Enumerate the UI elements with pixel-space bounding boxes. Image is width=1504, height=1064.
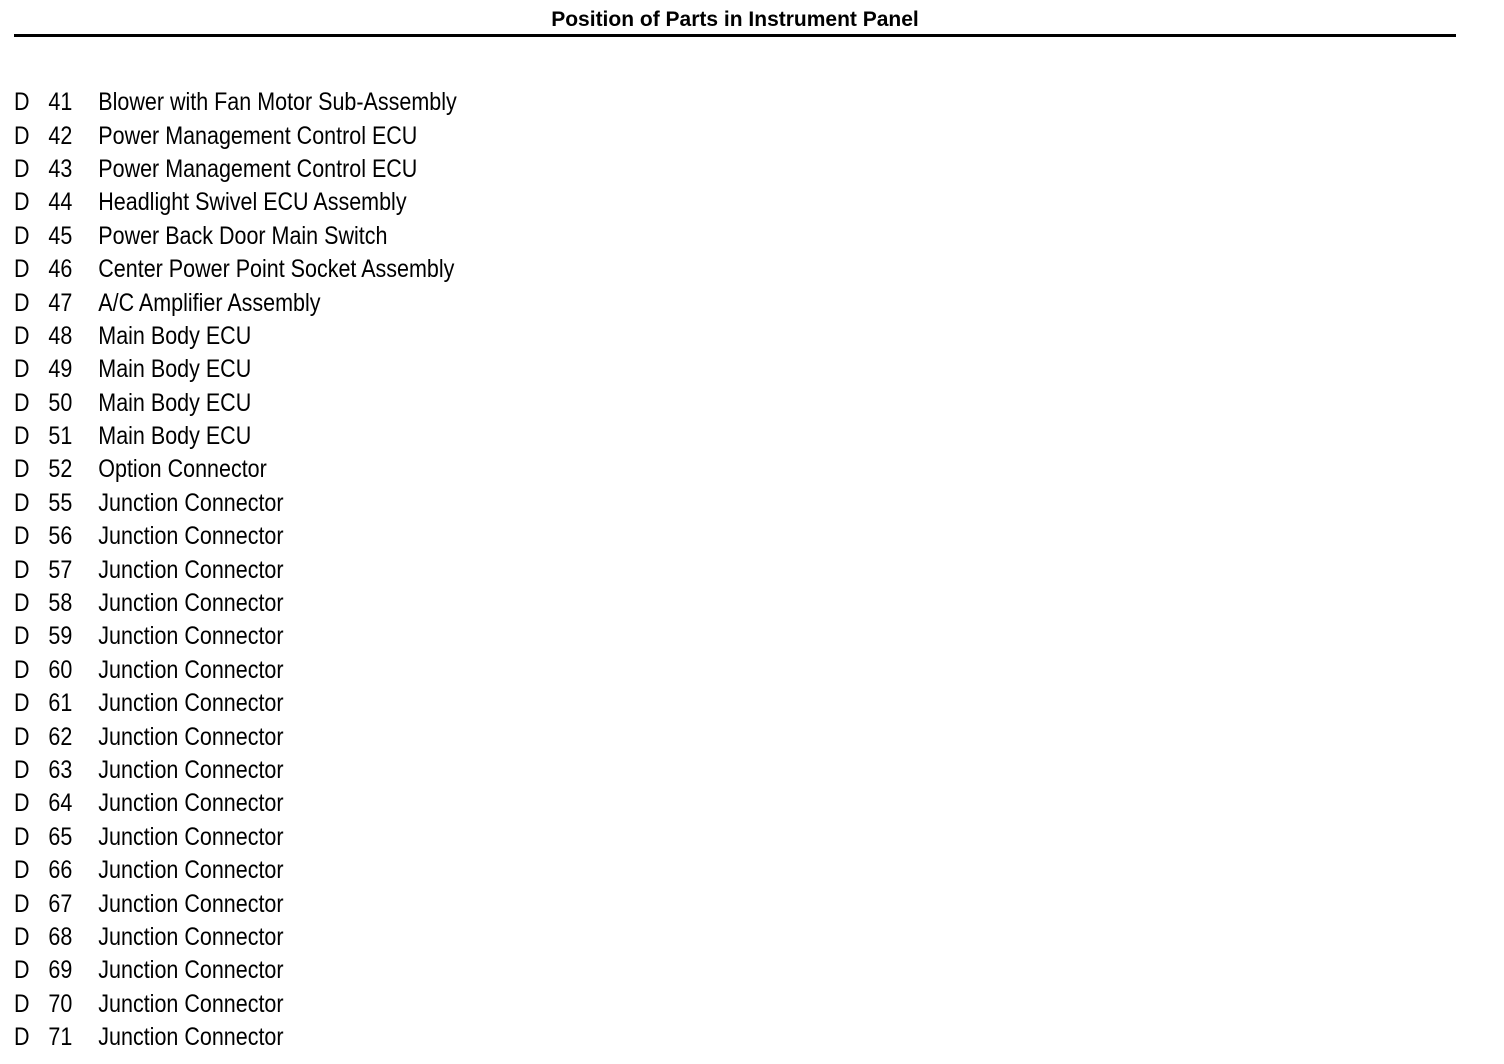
part-row	[14, 787, 702, 820]
part-prefix: D	[14, 488, 30, 517]
part-prefix: D	[14, 856, 30, 885]
part-prefix: D	[14, 522, 30, 551]
part-name: Center Power Point Socket Assembly	[98, 255, 455, 284]
part-number: 61	[48, 689, 73, 718]
part-name: Main Body ECU	[98, 355, 252, 384]
part-row	[14, 1021, 702, 1054]
part-row	[14, 687, 702, 720]
part-prefix: D	[14, 221, 30, 250]
part-name: Junction Connector	[98, 522, 284, 551]
part-row	[14, 654, 702, 687]
part-prefix: D	[14, 388, 30, 417]
part-prefix: D	[14, 956, 30, 985]
part-row	[14, 620, 702, 653]
part-row	[14, 921, 702, 954]
part-name: Junction Connector	[98, 956, 284, 985]
part-name: Option Connector	[98, 455, 267, 484]
part-name: Junction Connector	[98, 622, 284, 651]
part-prefix: D	[14, 689, 30, 718]
part-name: Main Body ECU	[98, 388, 252, 417]
part-row	[14, 453, 702, 486]
part-prefix: D	[14, 655, 30, 684]
part-name: Junction Connector	[98, 756, 284, 784]
part-name: Main Body ECU	[98, 321, 252, 350]
part-number: 69	[48, 956, 73, 985]
part-prefix: D	[14, 989, 30, 1018]
part-prefix: D	[14, 121, 30, 150]
part-name: Junction Connector	[98, 856, 284, 885]
part-number: 56	[48, 522, 73, 551]
part-prefix: D	[14, 889, 30, 918]
part-number: 63	[48, 756, 73, 784]
part-prefix: D	[14, 321, 30, 350]
part-row	[14, 988, 702, 1021]
part-number: 42	[48, 121, 73, 150]
part-row	[14, 320, 702, 353]
part-number: 47	[48, 288, 73, 317]
part-name: Junction Connector	[98, 822, 284, 851]
part-number: 65	[48, 822, 73, 851]
part-number: 46	[48, 255, 73, 284]
part-number: 52	[48, 455, 73, 484]
part-row	[14, 520, 702, 553]
part-row	[14, 887, 702, 920]
part-number: 44	[48, 188, 73, 217]
part-number: 70	[48, 989, 73, 1018]
part-number: 68	[48, 922, 73, 951]
part-name: Junction Connector	[98, 689, 284, 718]
part-prefix: D	[14, 822, 30, 851]
part-number: 49	[48, 355, 73, 384]
page-title: Position of Parts in Instrument Panel	[551, 8, 919, 31]
part-name: Junction Connector	[98, 488, 284, 517]
part-row	[14, 220, 702, 253]
part-name: Junction Connector	[98, 589, 284, 618]
part-name: Main Body ECU	[98, 422, 252, 451]
part-prefix: D	[14, 622, 30, 651]
part-number: 45	[48, 221, 73, 250]
part-row	[14, 821, 702, 854]
part-row	[14, 720, 702, 753]
part-row	[14, 387, 702, 420]
part-name: Junction Connector	[98, 989, 284, 1018]
part-prefix: D	[14, 555, 30, 584]
part-name: Junction Connector	[98, 1023, 284, 1052]
part-prefix: D	[14, 288, 30, 317]
part-name: Junction Connector	[98, 889, 284, 918]
part-number: 71	[48, 1023, 73, 1052]
part-row	[14, 587, 702, 620]
part-number: 64	[48, 789, 73, 818]
part-name: A/C Amplifier Assembly	[98, 288, 321, 317]
part-name: Junction Connector	[98, 922, 284, 951]
part-row	[14, 253, 702, 286]
part-number: 48	[48, 321, 73, 350]
part-row	[14, 286, 702, 319]
part-prefix: D	[14, 1023, 30, 1052]
part-name: Junction Connector	[98, 655, 284, 684]
part-number: 59	[48, 622, 73, 651]
part-row	[14, 487, 702, 520]
part-prefix: D	[14, 756, 30, 784]
part-number: 43	[48, 154, 73, 183]
part-prefix: D	[14, 455, 30, 484]
part-row	[14, 954, 702, 987]
part-number: 50	[48, 388, 73, 417]
part-number: 55	[48, 488, 73, 517]
part-prefix: D	[14, 922, 30, 951]
part-number: 67	[48, 889, 73, 918]
part-number: 41	[48, 88, 73, 117]
part-prefix: D	[14, 154, 30, 183]
part-number: 51	[48, 422, 73, 451]
part-name: Power Management Control ECU	[98, 154, 418, 183]
title-divider	[14, 34, 1456, 37]
part-row	[14, 119, 702, 152]
part-row	[14, 86, 702, 119]
part-name: Blower with Fan Motor Sub-Assembly	[98, 88, 457, 117]
part-prefix: D	[14, 188, 30, 217]
part-prefix: D	[14, 589, 30, 618]
part-name: Power Management Control ECU	[98, 121, 418, 150]
part-prefix: D	[14, 422, 30, 451]
part-name: Junction Connector	[98, 789, 284, 818]
part-row	[14, 186, 702, 219]
part-number: 57	[48, 555, 73, 584]
part-name: Power Back Door Main Switch	[98, 221, 388, 250]
part-row	[14, 553, 702, 586]
part-row	[14, 153, 702, 186]
part-prefix: D	[14, 789, 30, 818]
part-prefix: D	[14, 255, 30, 284]
part-number: 66	[48, 856, 73, 885]
part-name: Headlight Swivel ECU Assembly	[98, 188, 407, 217]
part-prefix: D	[14, 722, 30, 751]
part-row	[14, 353, 702, 386]
part-name: Junction Connector	[98, 555, 284, 584]
parts-list	[14, 86, 814, 1054]
part-number: 60	[48, 655, 73, 684]
part-number: 58	[48, 589, 73, 618]
part-prefix: D	[14, 355, 30, 384]
part-row	[14, 754, 702, 787]
part-row	[14, 420, 702, 453]
part-row	[14, 854, 702, 887]
part-prefix: D	[14, 88, 30, 117]
part-name: Junction Connector	[98, 722, 284, 751]
part-number: 62	[48, 722, 73, 751]
